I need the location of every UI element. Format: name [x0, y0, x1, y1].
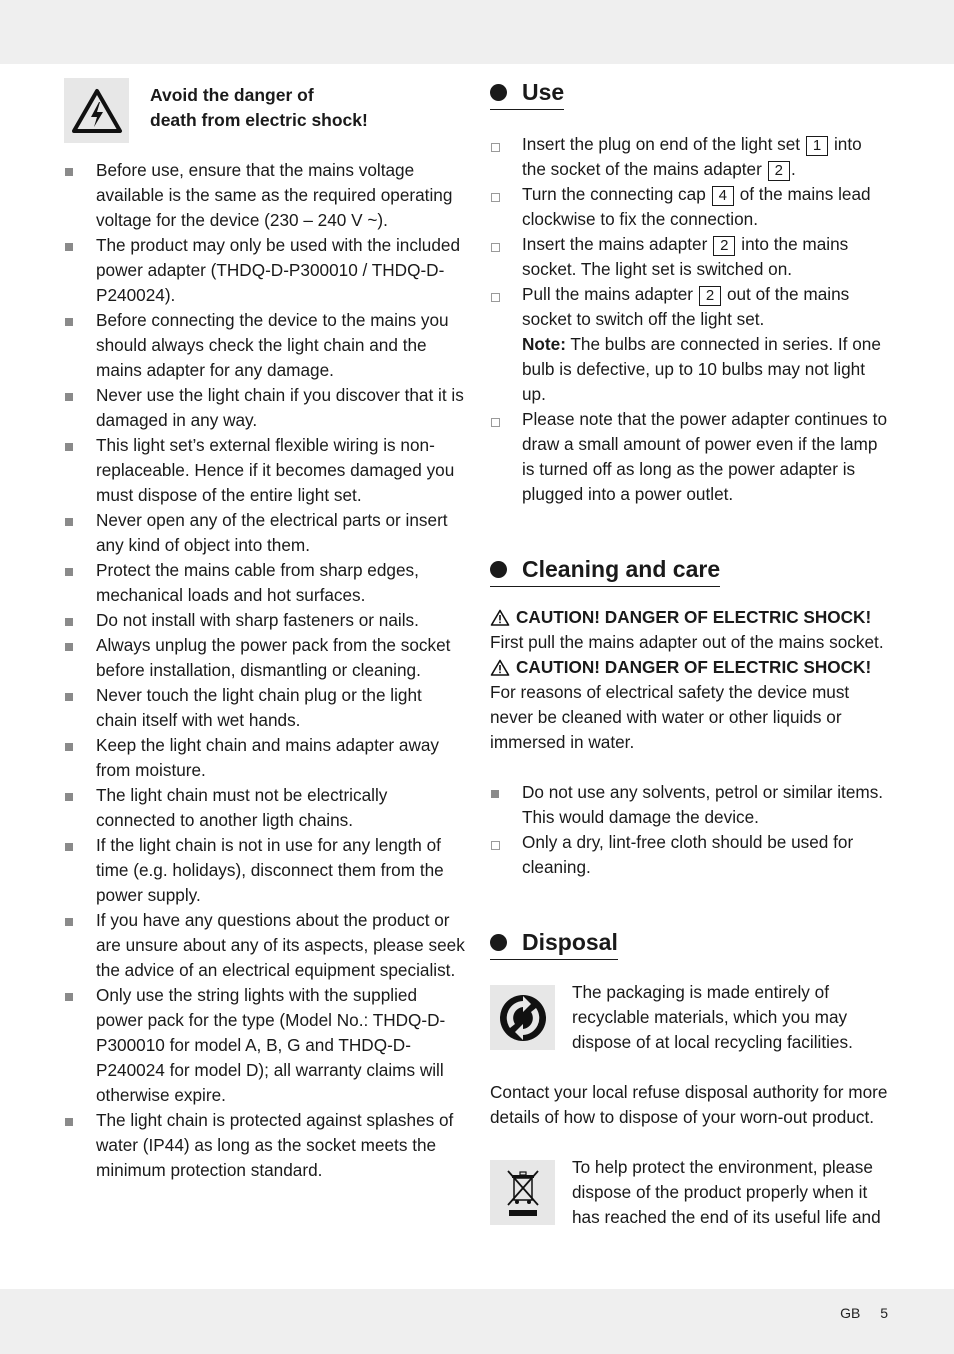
part-number: 2: [713, 236, 735, 256]
warning-triangle-icon: [490, 609, 510, 626]
list-item: Protect the mains cable from sharp edges, mechanical loads and hot surfaces.: [64, 558, 466, 608]
disposal-text: Contact your local refuse disposal authority for more details of how to dispose of your worn-out product.: [490, 1082, 888, 1127]
list-item: Only use the string lights with the supplied power pack for the type (Model No.: THDQ-D-P300010 for model A, B, G and THDQ-D-P240024 for model D); all warranty claims will otherwise expire.: [64, 983, 466, 1108]
page-footer: [824, 1305, 888, 1321]
cleaning-body: [490, 605, 890, 755]
warning-icon-box: [64, 78, 129, 143]
packaging-info: [490, 980, 890, 1055]
warning-triangle-icon: [490, 659, 510, 676]
safety-column: [64, 158, 466, 1183]
bullet-dot-icon: [490, 84, 507, 101]
safety-list: [64, 158, 466, 1183]
cleaning-list: [490, 830, 890, 880]
list-item: Please note that the power adapter continues to draw a small amount of power even if the lamp is turned off as long as the power adapter is plugged into a power outlet.: [490, 407, 890, 507]
list-item: Always unplug the power pack from the socket before installation, dismantling or cleaning.: [64, 633, 466, 683]
part-number: 4: [712, 186, 734, 206]
crossed-bin-icon: [503, 1168, 543, 1218]
bottom-band: [0, 1289, 954, 1354]
list-item: Only a dry, lint-free cloth should be used for cleaning.: [490, 830, 890, 880]
list-item: Pull the mains adapter 2 out of the mains socket to switch off the light set. Note: The bulbs are connected in series. If one bulb is defective, up to 10 bulbs may not light up.: [490, 282, 890, 407]
list-item: Insert the mains adapter 2 into the mains socket. The light set is switched on.: [490, 232, 890, 282]
cleaning-text: First pull the mains adapter out of the mains socket.: [490, 632, 884, 652]
right-column: [490, 78, 890, 1230]
cleaning-text: For reasons of electrical safety the device must never be cleaned with water or other liquids or immersed in water.: [490, 682, 850, 752]
cleaning-list: [490, 780, 890, 830]
electric-hazard-icon: [71, 88, 123, 134]
list-item: Never open any of the electrical parts or insert any kind of object into them.: [64, 508, 466, 558]
use-heading: Use: [490, 78, 564, 110]
page-number: 5: [880, 1305, 888, 1321]
list-item: If you have any questions about the product or are unsure about any of its aspects, please seek the advice of an electrical equipment specialist.: [64, 908, 466, 983]
list-item: Turn the connecting cap 4 of the mains lead clockwise to fix the connection.: [490, 182, 890, 232]
disposal-heading: Disposal: [490, 928, 618, 960]
part-number: 2: [768, 161, 790, 181]
part-number: 2: [699, 286, 721, 306]
green-dot-recycling-icon: [498, 993, 548, 1043]
weee-info: [490, 1155, 890, 1230]
list-item: Do not use any solvents, petrol or similar items. This would damage the device.: [490, 780, 890, 830]
list-item: Never touch the light chain plug or the light chain itself with wet hands.: [64, 683, 466, 733]
language-code: GB: [840, 1305, 861, 1321]
list-item: If the light chain is not in use for any length of time (e.g. holidays), disconnect them from the power supply.: [64, 833, 466, 908]
caution-line: CAUTION! DANGER OF ELECTRIC SHOCK!: [490, 605, 890, 630]
list-item: Keep the light chain and mains adapter away from moisture.: [64, 733, 466, 783]
bullet-dot-icon: [490, 934, 507, 951]
cleaning-heading: Cleaning and care: [490, 555, 720, 587]
top-band: [0, 0, 954, 64]
list-item: The light chain is protected against splashes of water (IP44) as long as the socket meets the minimum protection standard.: [64, 1108, 466, 1183]
list-item: The product may only be used with the included power adapter (THDQ-D-P300010 / THDQ-D-P240024).: [64, 233, 466, 308]
warning-title: Avoid the danger of death from electric shock!: [150, 85, 368, 130]
part-number: 1: [806, 136, 828, 156]
caution-line: CAUTION! DANGER OF ELECTRIC SHOCK!: [490, 655, 890, 680]
note: Note: The bulbs are connected in series. If one bulb is defective, up to 10 bulbs may not light up.: [522, 334, 881, 404]
recycle-icon-box: [490, 985, 555, 1050]
list-item: Do not install with sharp fasteners or nails.: [64, 608, 466, 633]
list-item: The light chain must not be electrically connected to another ligth chains.: [64, 783, 466, 833]
warning-header: [64, 78, 466, 144]
list-item: Insert the plug on end of the light set 1 into the socket of the mains adapter 2 .: [490, 132, 890, 182]
disposal-text: The packaging is made entirely of recyclable materials, which you may dispose of at local recycling facilities.: [572, 982, 853, 1052]
list-item: Before connecting the device to the mains you should always check the light chain and the mains adapter for any damage.: [64, 308, 466, 383]
list-item: Before use, ensure that the mains voltage available is the same as the required operating voltage for the device (230 – 240 V ~).: [64, 158, 466, 233]
bullet-dot-icon: [490, 561, 507, 578]
weee-icon-box: [490, 1160, 555, 1225]
list-item: This light set’s external flexible wiring is non-replaceable. Hence if it becomes damaged you must dispose of the entire light set.: [64, 433, 466, 508]
disposal-text: To help protect the environment, please dispose of the product properly when it has reached the end of its useful life and: [572, 1157, 881, 1227]
use-steps: [490, 132, 890, 507]
list-item: Never use the light chain if you discover that it is damaged in any way.: [64, 383, 466, 433]
